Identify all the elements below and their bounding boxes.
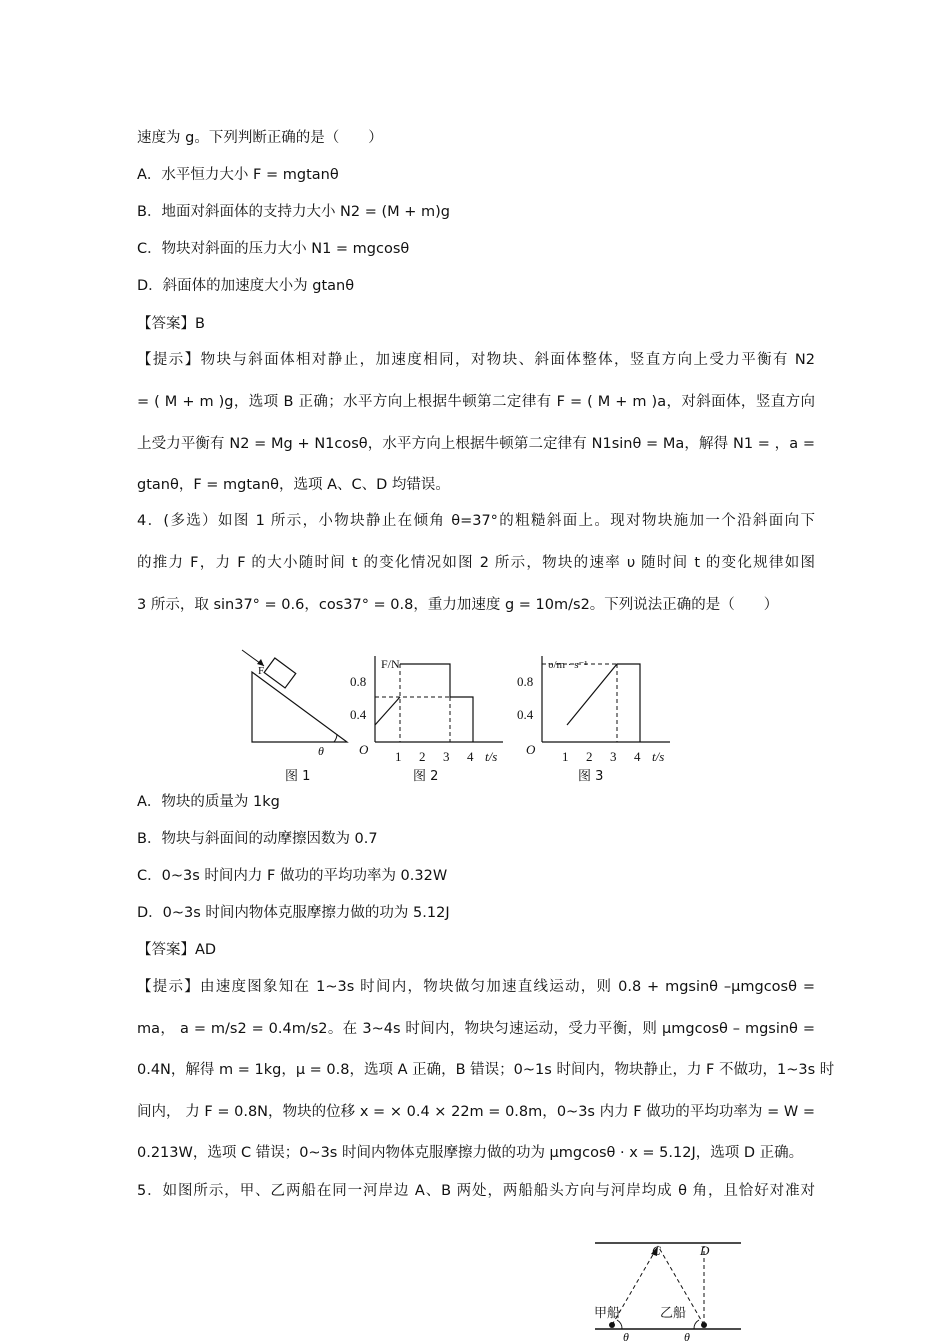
y-tick-label: 0.4 [350,707,367,722]
q5-river-figure [588,1234,748,1344]
origin-label: O [359,742,369,757]
force-label: F [258,665,265,677]
x-axis-label: t/s [652,749,665,764]
boat-a-label: 甲船 [594,1306,621,1321]
q4-option-b: B．物块与斜面间的动摩擦因数为 0.7 [137,831,378,847]
figure-caption: 图 3 [578,769,604,784]
y-axis-label: υ/m · s⁻¹ [548,659,588,671]
q3-option-a: A．水平恒力大小 F = mgtanθ [137,167,339,183]
q4-stem-line: 4．(多选）如图 1 所示，小物块静止在倾角 θ=37°的粗糙斜面上。现对物块施加一个沿斜面向下 [137,513,815,529]
velocity-series-line [567,664,640,742]
q4-figure-1 [230,644,360,790]
y-axis-label: F/N [381,657,400,671]
q3-hint-line: gtanθ，F = mgtanθ，选项 A、C、D 均错误。 [137,477,450,493]
angle-a-label: θ [623,1330,629,1344]
x-tick-label: 1 [562,749,569,764]
angle-arc [334,734,337,742]
figure-caption: 图 2 [413,769,439,784]
q3-hint-line: = ( M + m )g，选项 B 正确；水平方向上根据牛顿第二定律有 F = ( M + m )a，对斜面体，竖直方向 [137,394,815,410]
q4-option-c: C．0~3s 时间内力 F 做功的平均功率为 0.32W [137,868,448,884]
x-tick-label: 4 [634,749,641,764]
q5-stem-line: 5．如图所示，甲、乙两船在同一河岸边 A、B 两处，两船船头方向与河岸均成 θ 角，且恰好对准对 [137,1183,815,1199]
figure-caption: 图 1 [285,769,311,784]
boat-a-marker [609,1322,615,1328]
q3-stem: 速度为 g。下列判断正确的是（ ） [137,130,383,146]
q4-hint-line: 间内， 力 F = 0.8N，物块的位移 x = × 0.4 × 22m = 0.8m，0~3s 内力 F 做功的平均功率为 = W = [137,1104,815,1120]
q4-hint-line: ma， a = m/s2 = 0.4m/s2。在 3~4s 时间内，物块匀速运动，受力平衡，则 μmgcosθ – mgsinθ = [137,1021,815,1037]
q4-figure-2 [345,644,510,790]
q4-hint-line: 0.4N，解得 m = 1kg，μ = 0.8，选项 A 正确，B 错误；0~1s 时间内，物块静止，力 F 不做功，1~3s 时 [137,1062,835,1078]
q4-hint-line: 0.213W，选项 C 错误；0~3s 时间内物体克服摩擦力做的功为 μmgcosθ · x = 5.12J，选项 D 正确。 [137,1145,804,1161]
x-tick-label: 2 [586,749,593,764]
q3-hint-line: 上受力平衡有 N2 = Mg + N1cosθ，水平方向上根据牛顿第二定律有 N1sinθ = Ma，解得 N1 = ，a = [137,436,815,452]
point-d-label: D [700,1243,710,1258]
origin-label: O [526,742,536,757]
q3-option-d: D．斜面体的加速度大小为 gtanθ [137,278,355,294]
q4-option-a: A．物块的质量为 1kg [137,794,280,810]
q3-answer: 【答案】B [137,316,205,332]
angle-b-label: θ [684,1330,690,1344]
force-segment [375,697,400,725]
q4-stem-line: 3 所示，取 sin37° = 0.6，cos37° = 0.8，重力加速度 g = 10m/s2。下列说法正确的是（ ） [137,597,779,613]
x-tick-label: 3 [443,749,450,764]
point-c-label: C [652,1243,661,1258]
x-tick-label: 4 [467,749,474,764]
q4-figure-3 [512,644,677,790]
boat-b-marker [701,1322,707,1328]
angle-arc-b [694,1320,699,1329]
block [264,658,296,688]
q4-option-d: D．0~3s 时间内物体克服摩擦力做的功为 5.12J [137,905,450,921]
q3-option-c: C．物块对斜面的压力大小 N1 = mgcosθ [137,241,410,257]
q4-stem-line: 的推力 F，力 F 的大小随时间 t 的变化情况如图 2 所示，物块的速率 υ 随时间 t 的变化规律如图 [137,555,815,571]
q3-option-b: B．地面对斜面体的支持力大小 N2 = (M + m)g [137,204,451,220]
y-tick-label: 0.4 [517,707,534,722]
q3-hint-line: 【提示】物块与斜面体相对静止，加速度相同，对物块、斜面体整体，竖直方向上受力平衡有 N2 [137,352,815,368]
q4-answer: 【答案】AD [137,942,217,958]
force-series-line [400,664,473,742]
y-tick-label: 0.8 [350,674,367,689]
x-tick-label: 3 [610,749,617,764]
y-tick-label: 0.8 [517,674,534,689]
q4-hint-line: 【提示】由速度图象知在 1~3s 时间内，物块做匀加速直线运动，则 0.8 + mgsinθ –μmgcosθ = [137,979,815,995]
angle-label: θ [318,744,324,758]
incline-triangle [252,672,347,742]
x-axis-label: t/s [485,749,498,764]
x-tick-label: 1 [395,749,402,764]
angle-arc-a [617,1320,622,1329]
x-tick-label: 2 [419,749,426,764]
boat-b-label: 乙船 [660,1306,687,1321]
